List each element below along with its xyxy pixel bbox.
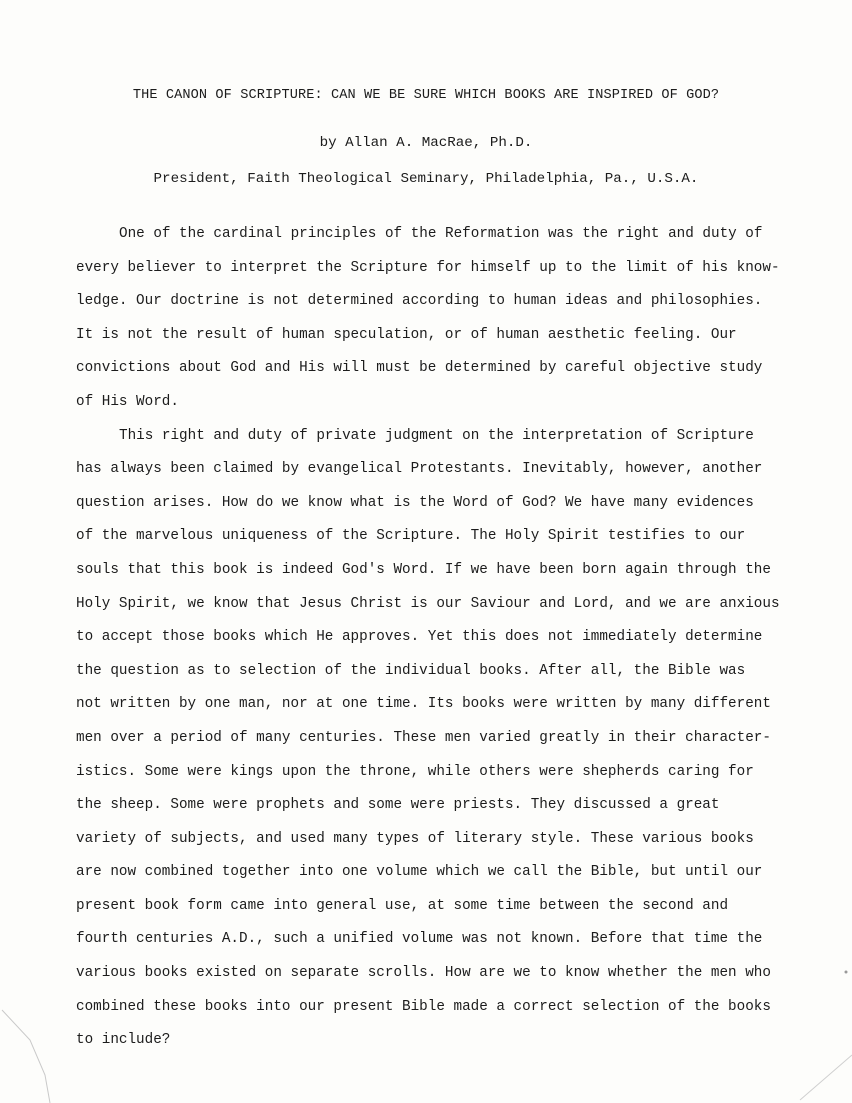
text-line: It is not the result of human speculation, or of human aesthetic feeling. Our	[76, 326, 737, 343]
text-line: various books existed on separate scrolls. How are we to know whether the men who	[76, 965, 771, 982]
text-line: One of the cardinal principles of the Reformation was the right and duty of	[119, 226, 763, 242]
text-line: of the marvelous uniqueness of the Scripture. The Holy Spirit testifies to our	[76, 528, 746, 545]
document-title: THE CANON OF SCRIPTURE: CAN WE BE SURE WHICH BOOKS ARE INSPIRED OF GOD?	[132, 88, 720, 103]
text-line: present book form came into general use, at some time between the second and	[76, 897, 729, 914]
text-line: istics. Some were kings upon the throne, while others were shepherds caring for	[76, 763, 754, 780]
text-line: question arises. How do we know what is the Word of God? We have many evidences	[76, 494, 754, 511]
text-line: fourth centuries A.D., such a unified volume was not known. Before that time the	[76, 931, 763, 948]
document-body	[76, 218, 780, 1058]
text-line: variety of subjects, and used many types of literary style. These various books	[76, 830, 754, 847]
text-line: ledge. Our doctrine is not determined according to human ideas and philosophies.	[76, 293, 763, 310]
text-line: every believer to interpret the Scripture for himself up to the limit of his know-	[76, 259, 780, 276]
text-line: not written by one man, nor at one time. Its books were written by many different	[76, 696, 771, 713]
text-line: are now combined together into one volume which we call the Bible, but until our	[76, 864, 763, 881]
text-line: has always been claimed by evangelical Protestants. Inevitably, however, another	[76, 461, 763, 478]
text-line: convictions about God and His will must be determined by careful objective study	[76, 360, 763, 377]
text-line: to accept those books which He approves. Yet this does not immediately determine	[76, 629, 763, 646]
text-line: combined these books into our present Bible made a correct selection of the books	[76, 998, 771, 1015]
paragraph	[76, 420, 780, 1058]
text-line: to include?	[76, 1032, 171, 1049]
text-line: the sheep. Some were prophets and some were priests. They discussed a great	[76, 797, 720, 814]
text-line: souls that this book is indeed God's Word. If we have been born again through the	[76, 561, 771, 578]
text-line: This right and duty of private judgment on the interpretation of Scripture	[119, 427, 754, 444]
paragraph	[76, 218, 780, 420]
document-author: by Allan A. MacRae, Ph.D.	[319, 135, 533, 151]
text-line: men over a period of many centuries. These men varied greatly in their character-	[76, 729, 771, 746]
document-affiliation: President, Faith Theological Seminary, Philadelphia, Pa., U.S.A.	[153, 171, 699, 187]
text-line: Holy Spirit, we know that Jesus Christ is our Saviour and Lord, and we are anxious	[76, 595, 780, 612]
text-line: the question as to selection of the individual books. After all, the Bible was	[76, 662, 746, 679]
text-line: of His Word.	[76, 393, 179, 410]
